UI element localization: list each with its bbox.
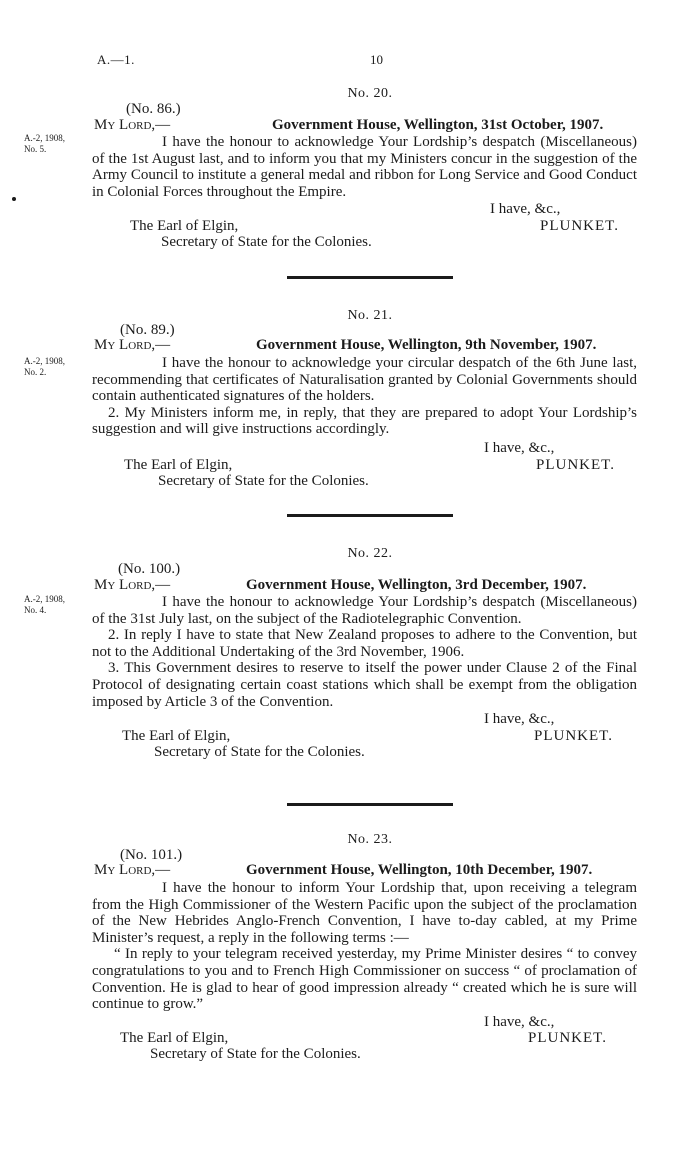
- paragraph: I have the honour to acknowledge your circular despatch of the 6th June last, recommending that certificates of Naturalisation granted by Colonial Governments should contain authenticated signatures of the holders.: [92, 355, 637, 405]
- recipient-title: Secretary of State for the Colonies.: [158, 473, 369, 489]
- paragraph: I have the honour to inform Your Lordship that, upon receiving a telegram from the High Commissioner of the Western Pacific upon the subject of the proclamation of the New Hebrides Anglo-French Convention, I have to-day cabled, at my Prime Minister’s request, a reply in the following terms :—: [92, 880, 637, 946]
- closing: I have, &c.,: [484, 711, 555, 727]
- recipient: The Earl of Elgin,: [120, 1030, 229, 1046]
- salutation: My Lord,—: [94, 117, 171, 133]
- margin-mark: [12, 197, 16, 201]
- recipient: The Earl of Elgin,: [124, 457, 233, 473]
- paragraph: 2. My Ministers inform me, in reply, that they are prepared to adopt Your Lordship’s suggestion and will give instructions accordingly.: [92, 404, 637, 438]
- letter-number: No. 23.: [347, 832, 393, 847]
- letter-body: [92, 134, 637, 200]
- sender-address: Government House, Wellington, 31st October, 1907.: [272, 117, 604, 133]
- paragraph: 2. In reply I have to state that New Zealand proposes to adhere to the Convention, but not to the Additional Undertaking of the 3rd November, 1906.: [92, 627, 637, 660]
- despatch-reference: (No. 86.): [126, 101, 181, 117]
- margin-note: A.-2, 1908, No. 4.: [24, 594, 65, 615]
- recipient: The Earl of Elgin,: [130, 218, 239, 234]
- signature: PLUNKET.: [540, 218, 619, 234]
- sender-address: Government House, Wellington, 9th November, 1907.: [256, 337, 597, 353]
- closing: I have, &c.,: [484, 1014, 555, 1030]
- signature: PLUNKET.: [536, 457, 615, 473]
- letter-body: [92, 880, 637, 1013]
- section-divider: [287, 514, 453, 517]
- recipient-title: Secretary of State for the Colonies.: [150, 1046, 361, 1062]
- sender-address: Government House, Wellington, 10th December, 1907.: [246, 862, 593, 878]
- recipient-title: Secretary of State for the Colonies.: [154, 744, 365, 760]
- salutation: My Lord,—: [94, 577, 171, 593]
- signature: PLUNKET.: [534, 728, 613, 744]
- section-divider: [287, 803, 453, 806]
- quoted-telegram: “ In reply to your telegram received yesterday, my Prime Minister desires “ to convey congratulations to you and to French High Commissioner on success “ of proclamation of Convention. He is glad to hear of good impression already “ created which he is sure will continue to grow.”: [92, 946, 637, 1013]
- letter-number: No. 21.: [347, 308, 393, 323]
- recipient: The Earl of Elgin,: [122, 728, 231, 744]
- section-divider: [287, 276, 453, 279]
- closing: I have, &c.,: [484, 440, 555, 456]
- closing: I have, &c.,: [490, 201, 561, 217]
- salutation: My Lord,—: [94, 337, 171, 353]
- header-reference: A.—1.: [97, 52, 135, 67]
- margin-note: A.-2, 1908, No. 5.: [24, 133, 65, 154]
- signature: PLUNKET.: [528, 1030, 607, 1046]
- paragraph: I have the honour to acknowledge Your Lordship’s despatch (Miscellaneous) of the 1st August last, and to inform you that my Ministers concur in the suggestion of the Army Council to institute a general medal and ribbon for Long Service and Good Conduct in Colonial Forces throughout the Empire.: [92, 134, 637, 200]
- letter-body: [92, 355, 637, 438]
- paragraph: I have the honour to acknowledge Your Lordship’s despatch (Miscellaneous) of the 31st July last, on the subject of the Radiotelegraphic Convention.: [92, 594, 637, 627]
- letter-body: [92, 594, 637, 710]
- despatch-reference: (No. 100.): [118, 561, 181, 577]
- despatch-reference: (No. 89.): [120, 322, 175, 338]
- letter-number: No. 20.: [347, 86, 393, 101]
- recipient-title: Secretary of State for the Colonies.: [161, 234, 372, 250]
- despatch-reference: (No. 101.): [120, 847, 183, 863]
- letter-number: No. 22.: [347, 546, 393, 561]
- salutation: My Lord,—: [94, 862, 171, 878]
- paragraph: 3. This Government desires to reserve to itself the power under Clause 2 of the Final Protocol of designating certain coast stations which shall be exempt from the obligation imposed by Article 3 of the Convention.: [92, 660, 637, 710]
- page-number: 10: [370, 52, 383, 67]
- margin-note: A.-2, 1908, No. 2.: [24, 356, 65, 377]
- sender-address: Government House, Wellington, 3rd December, 1907.: [246, 577, 587, 593]
